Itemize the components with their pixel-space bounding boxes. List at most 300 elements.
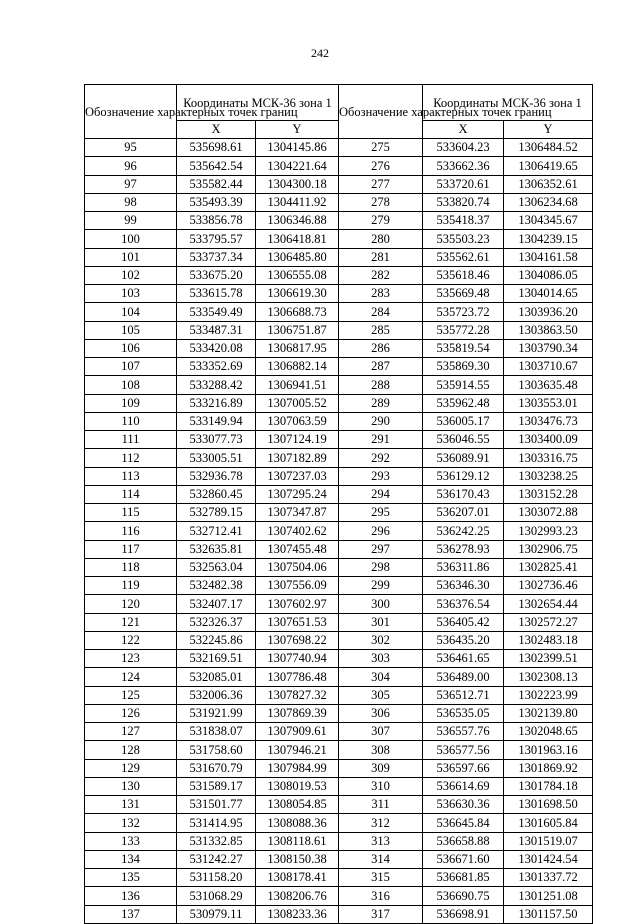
y-left-cell: 1307909.61 [256, 723, 339, 741]
table-row [85, 504, 593, 522]
y-left-cell: 1306485.80 [256, 248, 339, 266]
point-number-left-cell: 95 [85, 139, 177, 157]
table-row [85, 814, 593, 832]
point-number-right-cell: 294 [339, 485, 423, 503]
point-number-left-cell: 135 [85, 869, 177, 887]
y-right-cell: 1306419.65 [504, 157, 593, 175]
y-right-cell: 1303710.67 [504, 358, 593, 376]
y-left-cell: 1306751.87 [256, 321, 339, 339]
y-left-cell: 1307698.22 [256, 631, 339, 649]
y-left-cell: 1307827.32 [256, 686, 339, 704]
point-number-right-cell: 275 [339, 139, 423, 157]
point-number-left-cell: 99 [85, 212, 177, 230]
point-number-right-cell: 314 [339, 850, 423, 868]
x-left-cell: 532006.36 [177, 686, 256, 704]
point-number-left-cell: 130 [85, 777, 177, 795]
x-left-cell: 532712.41 [177, 522, 256, 540]
x-left-cell: 533737.34 [177, 248, 256, 266]
y-header-right: Y [504, 121, 593, 139]
y-left-cell: 1306418.81 [256, 230, 339, 248]
x-right-cell: 536535.05 [423, 704, 504, 722]
x-right-cell: 536645.84 [423, 814, 504, 832]
y-left-cell: 1304411.92 [256, 193, 339, 211]
y-right-cell: 1303072.88 [504, 504, 593, 522]
x-right-cell: 535869.30 [423, 358, 504, 376]
y-left-cell: 1307063.59 [256, 412, 339, 430]
point-number-right-cell: 298 [339, 558, 423, 576]
point-number-right-cell: 310 [339, 777, 423, 795]
point-number-left-cell: 104 [85, 303, 177, 321]
x-left-cell: 533005.51 [177, 449, 256, 467]
y-left-cell: 1307556.09 [256, 577, 339, 595]
point-number-left-cell: 100 [85, 230, 177, 248]
y-right-cell: 1301784.18 [504, 777, 593, 795]
point-number-left-cell: 107 [85, 358, 177, 376]
point-number-right-cell: 293 [339, 467, 423, 485]
x-left-cell: 532482.38 [177, 577, 256, 595]
x-left-cell: 531921.99 [177, 704, 256, 722]
x-left-cell: 533675.20 [177, 266, 256, 284]
point-number-right-cell: 303 [339, 650, 423, 668]
point-number-right-cell: 313 [339, 832, 423, 850]
point-number-right-cell: 287 [339, 358, 423, 376]
y-right-cell: 1301605.84 [504, 814, 593, 832]
y-right-cell: 1306484.52 [504, 139, 593, 157]
point-number-left-cell: 109 [85, 394, 177, 412]
x-left-cell: 531670.79 [177, 759, 256, 777]
y-left-cell: 1307237.03 [256, 467, 339, 485]
y-right-cell: 1301869.92 [504, 759, 593, 777]
x-left-cell: 532245.86 [177, 631, 256, 649]
y-left-cell: 1307946.21 [256, 741, 339, 759]
point-number-left-cell: 106 [85, 339, 177, 357]
point-number-right-cell: 297 [339, 540, 423, 558]
table-row [85, 905, 593, 923]
y-right-cell: 1302223.99 [504, 686, 593, 704]
point-label-header-right: Обозначение характерных точек границ [339, 85, 423, 139]
point-number-left-cell: 103 [85, 285, 177, 303]
y-left-cell: 1306817.95 [256, 339, 339, 357]
x-left-cell: 531332.85 [177, 832, 256, 850]
y-right-cell: 1303936.20 [504, 303, 593, 321]
point-number-right-cell: 317 [339, 905, 423, 923]
x-right-cell: 536129.12 [423, 467, 504, 485]
table-row [85, 358, 593, 376]
y-left-cell: 1307869.39 [256, 704, 339, 722]
y-right-cell: 1302308.13 [504, 668, 593, 686]
point-number-left-cell: 137 [85, 905, 177, 923]
table-row [85, 759, 593, 777]
y-right-cell: 1303863.50 [504, 321, 593, 339]
table-row [85, 850, 593, 868]
x-right-cell: 536698.91 [423, 905, 504, 923]
point-number-right-cell: 285 [339, 321, 423, 339]
point-number-right-cell: 309 [339, 759, 423, 777]
point-number-right-cell: 311 [339, 796, 423, 814]
coords-header-right: Координаты МСК-36 зона 1 [423, 85, 593, 121]
x-right-cell: 536046.55 [423, 431, 504, 449]
x-left-cell: 531068.29 [177, 887, 256, 905]
table-row [85, 741, 593, 759]
x-left-cell: 532085.01 [177, 668, 256, 686]
x-right-cell: 535819.54 [423, 339, 504, 357]
point-number-left-cell: 122 [85, 631, 177, 649]
table-row [85, 266, 593, 284]
x-right-cell: 535618.46 [423, 266, 504, 284]
point-number-left-cell: 126 [85, 704, 177, 722]
point-number-right-cell: 306 [339, 704, 423, 722]
table-row [85, 285, 593, 303]
table-row [85, 175, 593, 193]
x-right-cell: 536690.75 [423, 887, 504, 905]
point-number-right-cell: 281 [339, 248, 423, 266]
point-number-right-cell: 304 [339, 668, 423, 686]
point-number-right-cell: 288 [339, 376, 423, 394]
y-left-cell: 1308088.36 [256, 814, 339, 832]
x-left-cell: 532860.45 [177, 485, 256, 503]
table-body [85, 139, 593, 924]
x-right-cell: 536512.71 [423, 686, 504, 704]
y-left-cell: 1304300.18 [256, 175, 339, 193]
y-left-cell: 1307651.53 [256, 613, 339, 631]
y-left-cell: 1308206.76 [256, 887, 339, 905]
point-number-right-cell: 296 [339, 522, 423, 540]
x-right-cell: 536557.76 [423, 723, 504, 741]
y-left-cell: 1307347.87 [256, 504, 339, 522]
x-left-cell: 532326.37 [177, 613, 256, 631]
x-right-cell: 536405.42 [423, 613, 504, 631]
table-row [85, 887, 593, 905]
point-number-right-cell: 295 [339, 504, 423, 522]
x-right-cell: 536671.60 [423, 850, 504, 868]
x-left-cell: 531414.95 [177, 814, 256, 832]
table-row [85, 522, 593, 540]
x-right-cell: 535418.37 [423, 212, 504, 230]
y-right-cell: 1306234.68 [504, 193, 593, 211]
y-left-cell: 1307005.52 [256, 394, 339, 412]
point-number-left-cell: 97 [85, 175, 177, 193]
table-row [85, 157, 593, 175]
y-left-cell: 1308178.41 [256, 869, 339, 887]
point-number-left-cell: 118 [85, 558, 177, 576]
x-left-cell: 535642.54 [177, 157, 256, 175]
x-left-cell: 533856.78 [177, 212, 256, 230]
table-row [85, 431, 593, 449]
y-left-cell: 1307602.97 [256, 595, 339, 613]
x-right-cell: 536489.00 [423, 668, 504, 686]
y-right-cell: 1302654.44 [504, 595, 593, 613]
x-right-cell: 536577.56 [423, 741, 504, 759]
y-left-cell: 1306882.14 [256, 358, 339, 376]
point-number-right-cell: 290 [339, 412, 423, 430]
y-right-cell: 1303790.34 [504, 339, 593, 357]
x-left-cell: 532407.17 [177, 595, 256, 613]
y-right-cell: 1303152.28 [504, 485, 593, 503]
x-left-cell: 530979.11 [177, 905, 256, 923]
x-right-cell: 536630.36 [423, 796, 504, 814]
table-row [85, 595, 593, 613]
y-right-cell: 1304239.15 [504, 230, 593, 248]
point-number-left-cell: 116 [85, 522, 177, 540]
y-right-cell: 1303476.73 [504, 412, 593, 430]
point-number-right-cell: 291 [339, 431, 423, 449]
point-number-left-cell: 120 [85, 595, 177, 613]
table-row [85, 193, 593, 211]
y-left-cell: 1308150.38 [256, 850, 339, 868]
point-number-right-cell: 286 [339, 339, 423, 357]
y-right-cell: 1303400.09 [504, 431, 593, 449]
x-left-cell: 533352.69 [177, 358, 256, 376]
x-left-cell: 531158.20 [177, 869, 256, 887]
y-right-cell: 1301157.50 [504, 905, 593, 923]
y-left-cell: 1307504.06 [256, 558, 339, 576]
x-right-cell: 533720.61 [423, 175, 504, 193]
table-row [85, 449, 593, 467]
point-number-left-cell: 117 [85, 540, 177, 558]
point-number-left-cell: 113 [85, 467, 177, 485]
y-right-cell: 1304086.05 [504, 266, 593, 284]
y-right-cell: 1302048.65 [504, 723, 593, 741]
x-right-cell: 533820.74 [423, 193, 504, 211]
point-number-left-cell: 96 [85, 157, 177, 175]
point-number-left-cell: 114 [85, 485, 177, 503]
x-left-cell: 532635.81 [177, 540, 256, 558]
y-left-cell: 1307984.99 [256, 759, 339, 777]
table-row [85, 613, 593, 631]
point-number-right-cell: 316 [339, 887, 423, 905]
point-number-left-cell: 134 [85, 850, 177, 868]
table-row [85, 631, 593, 649]
point-number-right-cell: 284 [339, 303, 423, 321]
table-row [85, 577, 593, 595]
table-row [85, 668, 593, 686]
y-left-cell: 1308019.53 [256, 777, 339, 795]
point-number-left-cell: 112 [85, 449, 177, 467]
table-row [85, 485, 593, 503]
y-left-cell: 1307455.48 [256, 540, 339, 558]
x-left-cell: 533615.78 [177, 285, 256, 303]
coordinates-table [84, 84, 593, 924]
x-left-cell: 533487.31 [177, 321, 256, 339]
point-number-left-cell: 121 [85, 613, 177, 631]
y-right-cell: 1304161.58 [504, 248, 593, 266]
point-number-right-cell: 308 [339, 741, 423, 759]
point-number-left-cell: 115 [85, 504, 177, 522]
x-right-cell: 536376.54 [423, 595, 504, 613]
y-right-cell: 1302572.27 [504, 613, 593, 631]
x-right-cell: 536597.66 [423, 759, 504, 777]
point-number-right-cell: 278 [339, 193, 423, 211]
point-number-right-cell: 279 [339, 212, 423, 230]
point-number-left-cell: 124 [85, 668, 177, 686]
table-row [85, 321, 593, 339]
y-right-cell: 1301519.07 [504, 832, 593, 850]
y-right-cell: 1301337.72 [504, 869, 593, 887]
point-number-left-cell: 108 [85, 376, 177, 394]
y-right-cell: 1302483.18 [504, 631, 593, 649]
y-left-cell: 1308054.85 [256, 796, 339, 814]
x-right-cell: 536242.25 [423, 522, 504, 540]
y-left-cell: 1304221.64 [256, 157, 339, 175]
x-left-cell: 535582.44 [177, 175, 256, 193]
point-number-left-cell: 123 [85, 650, 177, 668]
x-right-cell: 536658.88 [423, 832, 504, 850]
y-right-cell: 1303553.01 [504, 394, 593, 412]
y-left-cell: 1307182.89 [256, 449, 339, 467]
x-right-cell: 536207.01 [423, 504, 504, 522]
point-number-right-cell: 280 [339, 230, 423, 248]
x-right-cell: 536346.30 [423, 577, 504, 595]
point-number-left-cell: 129 [85, 759, 177, 777]
table-row [85, 212, 593, 230]
table-row [85, 723, 593, 741]
table-row [85, 248, 593, 266]
coords-header-left: Координаты МСК-36 зона 1 [177, 85, 339, 121]
table-row [85, 540, 593, 558]
point-number-right-cell: 300 [339, 595, 423, 613]
y-left-cell: 1306619.30 [256, 285, 339, 303]
x-left-cell: 533216.89 [177, 394, 256, 412]
y-right-cell: 1303635.48 [504, 376, 593, 394]
x-right-cell: 536435.20 [423, 631, 504, 649]
point-number-right-cell: 283 [339, 285, 423, 303]
x-left-cell: 533420.08 [177, 339, 256, 357]
table-row [85, 869, 593, 887]
x-right-cell: 535772.28 [423, 321, 504, 339]
x-right-cell: 536278.93 [423, 540, 504, 558]
y-left-cell: 1308118.61 [256, 832, 339, 850]
x-left-cell: 531589.17 [177, 777, 256, 795]
x-right-cell: 535669.48 [423, 285, 504, 303]
y-right-cell: 1304014.65 [504, 285, 593, 303]
point-number-right-cell: 305 [339, 686, 423, 704]
x-left-cell: 531501.77 [177, 796, 256, 814]
y-right-cell: 1302399.51 [504, 650, 593, 668]
point-number-right-cell: 312 [339, 814, 423, 832]
x-left-cell: 531838.07 [177, 723, 256, 741]
table-row [85, 832, 593, 850]
x-left-cell: 532789.15 [177, 504, 256, 522]
table-row [85, 230, 593, 248]
point-number-left-cell: 127 [85, 723, 177, 741]
y-left-cell: 1307295.24 [256, 485, 339, 503]
y-right-cell: 1302139.80 [504, 704, 593, 722]
table-row [85, 796, 593, 814]
point-number-right-cell: 302 [339, 631, 423, 649]
y-left-cell: 1306346.88 [256, 212, 339, 230]
x-header-right: X [423, 121, 504, 139]
point-number-right-cell: 315 [339, 869, 423, 887]
table-row [85, 394, 593, 412]
y-right-cell: 1302736.46 [504, 577, 593, 595]
point-number-right-cell: 307 [339, 723, 423, 741]
x-left-cell: 533795.57 [177, 230, 256, 248]
y-right-cell: 1301698.50 [504, 796, 593, 814]
point-number-left-cell: 133 [85, 832, 177, 850]
x-left-cell: 532936.78 [177, 467, 256, 485]
table-row [85, 777, 593, 795]
y-left-cell: 1307740.94 [256, 650, 339, 668]
x-left-cell: 532169.51 [177, 650, 256, 668]
table-row [85, 339, 593, 357]
x-right-cell: 536170.43 [423, 485, 504, 503]
y-left-cell: 1306688.73 [256, 303, 339, 321]
x-left-cell: 533288.42 [177, 376, 256, 394]
x-left-cell: 532563.04 [177, 558, 256, 576]
x-left-cell: 531758.60 [177, 741, 256, 759]
x-right-cell: 533604.23 [423, 139, 504, 157]
x-left-cell: 533077.73 [177, 431, 256, 449]
x-right-cell: 536311.86 [423, 558, 504, 576]
x-left-cell: 535493.39 [177, 193, 256, 211]
table-row [85, 558, 593, 576]
x-left-cell: 531242.27 [177, 850, 256, 868]
point-number-left-cell: 105 [85, 321, 177, 339]
x-left-cell: 533549.49 [177, 303, 256, 321]
table-row [85, 650, 593, 668]
point-number-left-cell: 131 [85, 796, 177, 814]
x-right-cell: 533662.36 [423, 157, 504, 175]
x-right-cell: 536005.17 [423, 412, 504, 430]
point-number-left-cell: 128 [85, 741, 177, 759]
x-right-cell: 536089.91 [423, 449, 504, 467]
y-right-cell: 1306352.61 [504, 175, 593, 193]
y-left-cell: 1307402.62 [256, 522, 339, 540]
table-row [85, 376, 593, 394]
point-number-left-cell: 98 [85, 193, 177, 211]
y-right-cell: 1301251.08 [504, 887, 593, 905]
x-right-cell: 536461.65 [423, 650, 504, 668]
y-right-cell: 1301963.16 [504, 741, 593, 759]
point-number-right-cell: 292 [339, 449, 423, 467]
y-right-cell: 1301424.54 [504, 850, 593, 868]
y-left-cell: 1306555.08 [256, 266, 339, 284]
point-number-right-cell: 289 [339, 394, 423, 412]
y-right-cell: 1302993.23 [504, 522, 593, 540]
x-header-left: X [177, 121, 256, 139]
point-number-right-cell: 282 [339, 266, 423, 284]
y-left-cell: 1304145.86 [256, 139, 339, 157]
x-right-cell: 536614.69 [423, 777, 504, 795]
y-right-cell: 1302906.75 [504, 540, 593, 558]
point-number-left-cell: 125 [85, 686, 177, 704]
point-number-left-cell: 110 [85, 412, 177, 430]
x-right-cell: 535562.61 [423, 248, 504, 266]
table-row [85, 139, 593, 157]
y-left-cell: 1308233.36 [256, 905, 339, 923]
point-number-left-cell: 136 [85, 887, 177, 905]
x-left-cell: 535698.61 [177, 139, 256, 157]
point-number-left-cell: 101 [85, 248, 177, 266]
table-row [85, 686, 593, 704]
point-number-right-cell: 276 [339, 157, 423, 175]
x-right-cell: 535914.55 [423, 376, 504, 394]
y-right-cell: 1304345.67 [504, 212, 593, 230]
y-right-cell: 1303238.25 [504, 467, 593, 485]
table-row [85, 704, 593, 722]
y-right-cell: 1303316.75 [504, 449, 593, 467]
x-right-cell: 536681.85 [423, 869, 504, 887]
y-header-left: Y [256, 121, 339, 139]
point-number-left-cell: 119 [85, 577, 177, 595]
x-right-cell: 535503.23 [423, 230, 504, 248]
point-number-right-cell: 301 [339, 613, 423, 631]
point-number-left-cell: 132 [85, 814, 177, 832]
y-left-cell: 1307786.48 [256, 668, 339, 686]
x-left-cell: 533149.94 [177, 412, 256, 430]
point-number-right-cell: 277 [339, 175, 423, 193]
point-number-left-cell: 111 [85, 431, 177, 449]
